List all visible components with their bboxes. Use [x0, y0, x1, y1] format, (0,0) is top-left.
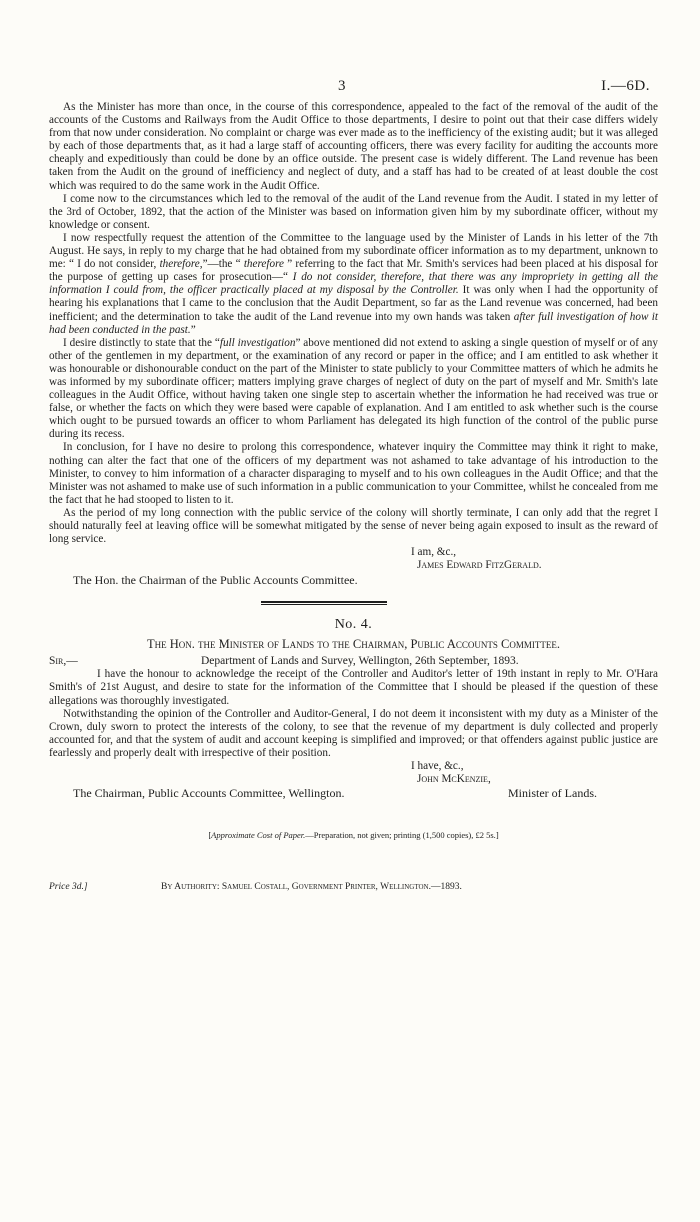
paragraph: [49, 232, 658, 337]
document-body: [49, 101, 658, 892]
signatory-title: Minister of Lands.: [508, 786, 597, 801]
text-run: It was only when I had the opportunity of hearing his explanations that I came to the conclusion that the Audit Department, so far as the Land revenue was concerned, had been inefficient; and the determination to take the audit of the Land revenue into my own hands was taken: [49, 284, 658, 323]
addressee: The Hon. the Chairman of the Public Accounts Committee.: [73, 573, 358, 588]
closing: I have, &c.,: [411, 760, 464, 773]
text-run: ” above mentioned did not extend to asking a single question of myself or of any other of the gentlemen in my department, or the examination of any record or paper in the office; and I am entitled to ask whether it was honourable or dishonourable conduct on the part of the Minister to state publicly to your Committee matters of which he admits he was informed by my subordinate officer; matters implying grave charges of neglect of duty on the part of myself and Mr. Smith's late colleagues in the Audit Office, without having taken one single step to ascertain whether the information he had received was true or false, or whether the facts on which they were based were capable of explanation. And I am entitled to ask whether such is the course which ought to be pursued towards an officer to whom Parliament has delegated its high function of the control of the public purse during its recess.: [49, 336, 658, 441]
text-run: ” referring to the fact that Mr. Smith's services had been placed at his disposal for the purpose of getting up cases for prosecution—“: [49, 258, 658, 284]
paragraph: [49, 337, 658, 442]
paragraph: Notwithstanding the opinion of the Controller and Auditor-General, I do not deem it inconsistent with my duty as a Minister of the Crown, duly sworn to protect the interests of the colony, to see that the revenue of my department is duly collected and properly accounted for, and that the system of audit and account keeping is simplified and improved; or that offenders against public justice are fearlessly and properly dealt with irrespective of their position.: [49, 707, 658, 759]
text-run: I desire distinctly to state that the “: [63, 336, 220, 349]
price: Price 3d.]: [49, 882, 88, 893]
document-reference: I.—6D.: [601, 78, 650, 94]
text-run: ”—the “: [202, 258, 244, 271]
italic-run: therefore,: [159, 258, 203, 271]
salutation-row: [49, 654, 658, 668]
paragraph: As the period of my long connection with the public service of the colony will shortly terminate, I can only add that the regret I should naturally feel at leaving office will be somewhat mitigated by the sense of never being again exposed to insult as the reward of long service.: [49, 506, 658, 546]
letter-number: No. 4.: [334, 617, 373, 633]
text-run: I now respectfully request the attention of the Committee to the language used by the Minister of Lands in his letter of the 7th August. He says, in reply to my charge that he had obtained from my subordinate officer information as to my department, unknown to me: “ I do not consider,: [49, 231, 658, 271]
signature: John McKenzie,: [417, 773, 491, 786]
dateline: Department of Lands and Survey, Wellington, 26th September, 1893.: [201, 655, 519, 668]
cost-label: Approximate Cost of Paper.: [211, 830, 306, 841]
text-run: ”: [190, 323, 196, 336]
section-divider: [261, 601, 387, 605]
addressee-row: [49, 786, 658, 800]
italic-run: full investigation: [219, 336, 296, 349]
paragraph: I come now to the circumstances which led to the removal of the audit of the Land revenue from the Audit. I stated in my letter of the 3rd of October, 1892, that the action of the Minister was based on information given him by my subordinate officer, without my knowledge or consent.: [49, 192, 658, 231]
closing: I am, &c.,: [411, 546, 457, 559]
addressee: The Chairman, Public Accounts Committee, Wellington.: [73, 786, 345, 801]
paragraph: As the Minister has more than once, in the course of this correspondence, appealed to the fact of the removal of the audit of the accounts of the Customs and Railways from the Audit Office to those departments, I desire to point out that their case differs widely from that now under consideration. No complaint or charge was ever made as to the inefficiency of the existing audit; but it was alleged by each of those departments that, as it had a large staff of accounting officers, there was every facility for auditing the accounts more cheaply and expeditiously than could be done by an office outside. The present case is widely different. The Land revenue has been taken from the Audit on the ground of inefficiency and neglect of duty, and a staff has had to be created of at least double the cost which was required to do the same work in the Audit Office.: [49, 101, 658, 192]
page-number: 3: [338, 78, 346, 94]
salutation: Sir,—: [49, 655, 78, 668]
italic-run: after full investigation of how it had been conducted in the past.: [49, 310, 658, 336]
italic-run: I do not consider, therefore, that there was any impropriety in getting all the information I could from, the officer practically placed at my disposal by the Controller.: [49, 271, 658, 297]
letter-heading: The Hon. the Minister of Lands to the Chairman, Public Accounts Committee.: [147, 637, 560, 652]
paragraph: In conclusion, for I have no desire to prolong this correspondence, whatever inquiry the Committee may think it right to make, nothing can alter the fact that one of the officers of my department was not ashamed to take advantage of his introduction to the Minister, to convey to him information of a character disparaging to myself and to his own colleagues in the Audit Office; and that the Minister was not ashamed to make use of such information in a public communication to your Committee, whilst he concealed from me the fact that he had stooped to listen to it.: [49, 441, 658, 506]
cost-note: [Approximate Cost of Paper.—Preparation, not given; printing (1,500 copies), £2 5s.]: [208, 830, 499, 841]
footer: [49, 882, 658, 892]
signature: James Edward FitzGerald.: [417, 559, 542, 572]
printer-authority: By Authority: Samuel Costall, Government Printer, Wellington.—1893.: [161, 882, 462, 893]
paragraph: I have the honour to acknowledge the receipt of the Controller and Auditor's letter of 19th instant in reply to Mr. O'Hara Smith's of 21st August, and desire to state for the information of the Committee that I should be pleased if the question of these allegations was thoroughly investigated.: [49, 668, 658, 707]
italic-run: therefore: [243, 258, 284, 271]
cost-text: —Preparation, not given; printing (1,500 copies), £2 5s.: [305, 830, 496, 841]
